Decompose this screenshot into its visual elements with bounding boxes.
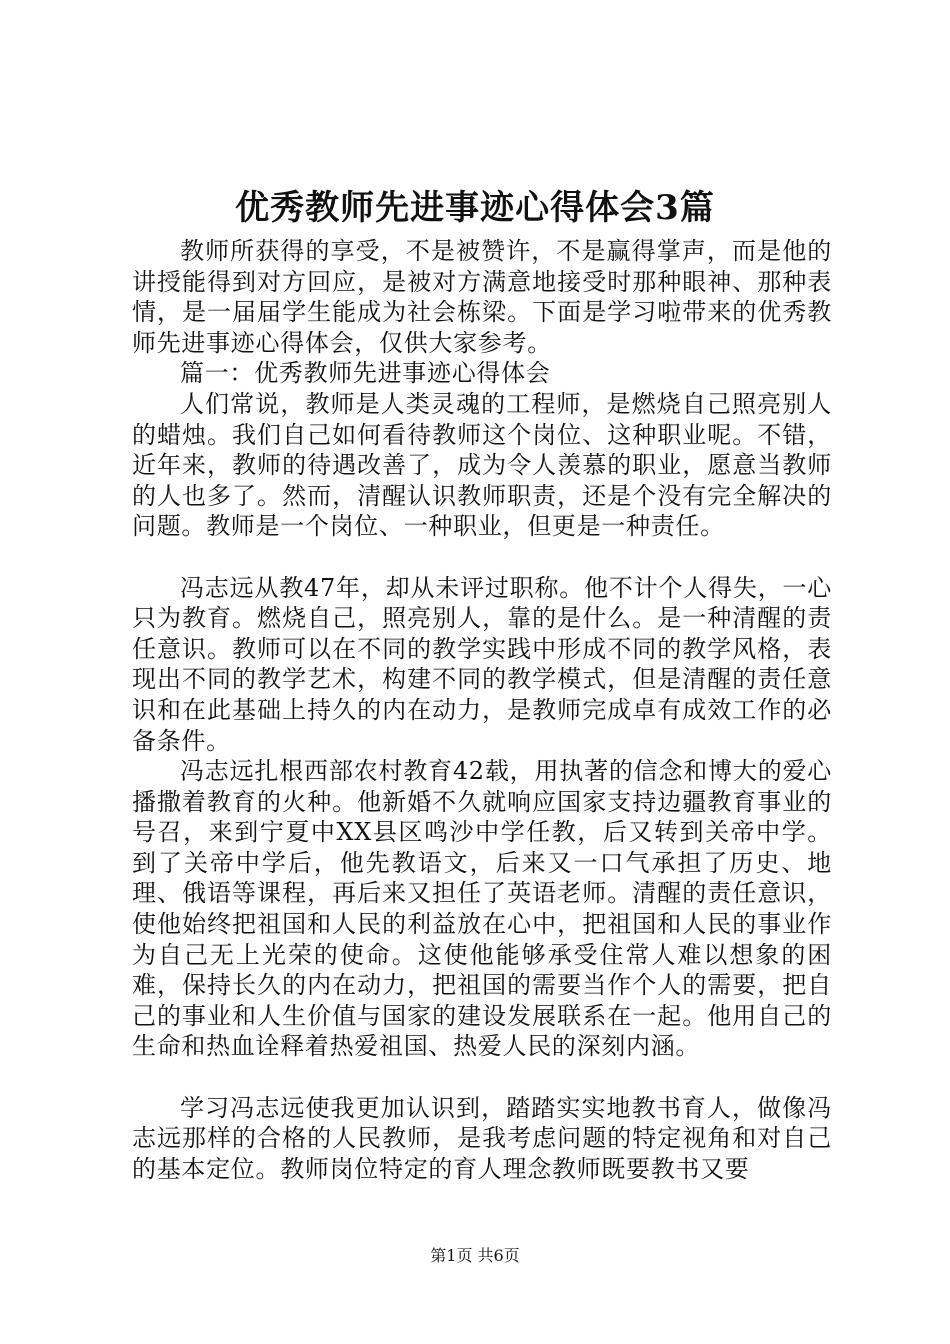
body-paragraph: 冯志远从教47年，却从未评过职称。他不计个人得失，一心只为教育。燃烧自己，照亮别人，靠的是什么。是一种清醒的责任意识。教师可以在不同的教学实践中形成不同的教学风格，表现出不同的教学艺术，构建不同的教学模式，但是清醒的责任意识和在此基础上持久的内在动力，是教师完成卓有成效工作的必备条件。 [132,573,832,755]
page-number-footer: 第1页 共6页 [430,1246,520,1265]
document-title: 优秀教师先进事迹心得体会3篇 [235,188,715,228]
intro-paragraph: 教师所获得的享受，不是被赞许，不是赢得掌声，而是他的讲授能得到对方回应，是被对方满意地接受时那种眼神、那种表情，是一届届学生能成为社会栋梁。下面是学习啦带来的优秀教师先进事迹心得体会，仅供大家参考。 [132,237,832,357]
paragraph-spacer [132,1062,832,1093]
body-paragraph: 学习冯志远使我更加认识到，踏踏实实地教书育人，做像冯志远那样的合格的人民教师，是我考虑问题的特定视角和对自己的基本定位。教师岗位特定的育人理念教师既要教书又要 [132,1093,832,1183]
body-paragraph: 冯志远扎根西部农村教育42载，用执著的信念和博大的爱心播撒着教育的火种。他新婚不久就响应国家支持边疆教育事业的号召，来到宁夏中XX县区鸣沙中学任教，后又转到关帝中学。到了关帝中学后，他先教语文，后来又一口气承担了历史、地理、俄语等课程，再后来又担任了英语老师。清醒的责任意识，使他始终把祖国和人民的利益放在心中，把祖国和人民的事业作为自己无上光荣的使命。这使他能够承受住常人难以想象的困难，保持长久的内在动力，把祖国的需要当作个人的需要，把自己的事业和人生价值与国家的建设发展联系在一起。他用自己的生命和热血诠释着热爱祖国、热爱人民的深刻内涵。 [132,757,832,1061]
section-heading: 篇一：优秀教师先进事迹心得体会 [180,359,551,388]
paragraph-spacer [132,542,832,573]
body-paragraph: 人们常说，教师是人类灵魂的工程师，是燃烧自己照亮别人的蜡烛。我们自己如何看待教师这个岗位、这种职业呢。不错，近年来，教师的待遇改善了，成为令人羡慕的职业，愿意当教师的人也多了。然而，清醒认识教师职责，还是个没有完全解决的问题。教师是一个岗位、一种职业，但更是一种责任。 [132,389,832,541]
document-body [132,236,832,1184]
